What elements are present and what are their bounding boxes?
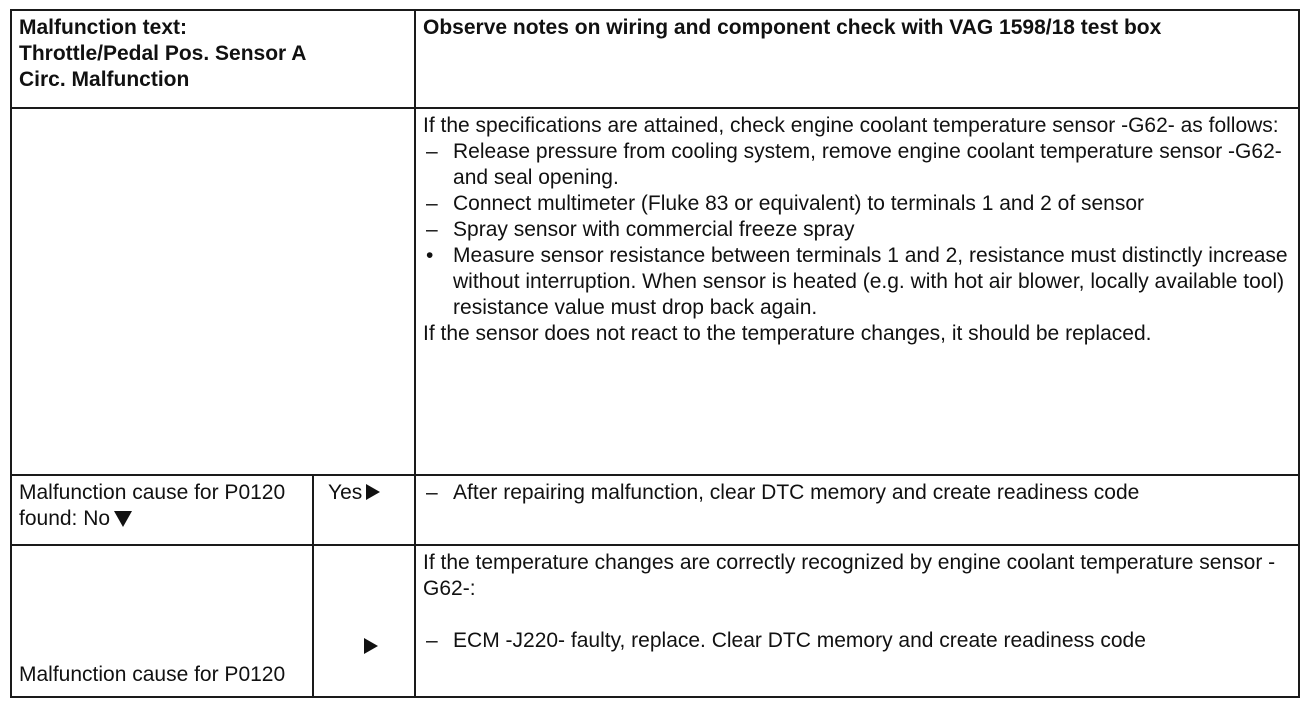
procedure-empty-cell (11, 108, 415, 475)
dash-icon: – (426, 481, 438, 504)
procedure-step (423, 139, 1290, 191)
bullet-icon: • (426, 244, 434, 267)
dash-icon: – (426, 629, 438, 652)
procedure-cell (415, 108, 1299, 475)
malfunction-text-line-3: Circ. Malfunction (19, 68, 190, 91)
final-cause-label: Malfunction cause for P0120 (19, 663, 286, 686)
yes-cell (313, 475, 415, 545)
procedure-step (423, 191, 1290, 217)
final-arrow-cell (313, 545, 415, 697)
procedure-row (11, 108, 1299, 475)
malfunction-text-line-2: Throttle/Pedal Pos. Sensor A (19, 42, 307, 65)
header-note: Observe notes on wiring and component check with VAG 1598/18 test box (423, 16, 1162, 39)
procedure-outro: If the sensor does not react to the temperature changes, it should be replaced. (423, 322, 1152, 345)
arrow-right-icon (364, 638, 378, 654)
malfunction-text-cell (11, 10, 415, 108)
final-action (423, 628, 1290, 654)
dash-icon: – (426, 218, 438, 241)
cause-found-label: Malfunction cause for P0120 found: No (19, 481, 286, 530)
malfunction-text-line-1: Malfunction text: (19, 16, 187, 39)
final-action-text: ECM -J220- faulty, replace. Clear DTC memory and create readiness code (453, 629, 1146, 652)
cause-action (423, 480, 1290, 506)
procedure-step-text: Spray sensor with commercial freeze spray (453, 218, 855, 241)
procedure-step (423, 217, 1290, 243)
procedure-intro: If the specifications are attained, check engine coolant temperature sensor -G62- as follows: (423, 114, 1279, 137)
dash-icon: – (426, 192, 438, 215)
cause-action-cell (415, 475, 1299, 545)
cause-action-text: After repairing malfunction, clear DTC memory and create readiness code (453, 481, 1140, 504)
procedure-step-text: Measure sensor resistance between terminals 1 and 2, resistance must distinctly increase without interruption. When sensor is heated (e.g. with hot air blower, locally available tool) resistance value must drop back again. (453, 244, 1288, 319)
final-cause-cell (11, 545, 313, 697)
final-intro: If the temperature changes are correctly recognized by engine coolant temperature sensor -G62-: (423, 551, 1276, 600)
procedure-step-text: Connect multimeter (Fluke 83 or equivalent) to terminals 1 and 2 of sensor (453, 192, 1145, 215)
arrow-down-icon (114, 511, 132, 527)
dash-icon: – (426, 140, 438, 163)
procedure-step (423, 243, 1290, 321)
final-action-cell (415, 545, 1299, 697)
cause-found-row (11, 475, 1299, 545)
yes-label: Yes (328, 481, 363, 504)
final-row (11, 545, 1299, 697)
cause-found-cell (11, 475, 313, 545)
diagnostic-table (10, 9, 1300, 698)
header-note-cell (415, 10, 1299, 108)
arrow-right-icon (366, 484, 380, 500)
procedure-step-text: Release pressure from cooling system, remove engine coolant temperature sensor -G62- and seal opening. (453, 140, 1282, 189)
header-row (11, 10, 1299, 108)
